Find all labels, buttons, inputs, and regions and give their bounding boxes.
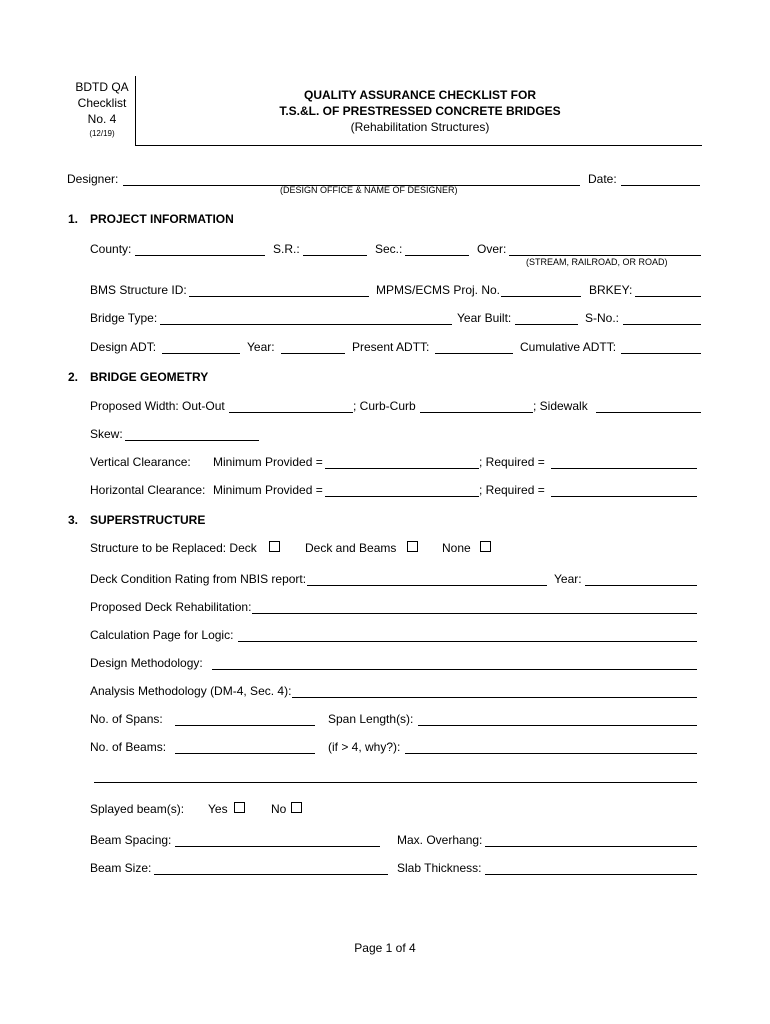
sec-field[interactable] <box>405 255 469 256</box>
deck-and-beams-label: Deck and Beams <box>305 541 397 555</box>
over-label: Over: <box>477 242 507 256</box>
vertical-clearance-label: Vertical Clearance: <box>90 455 191 469</box>
revision-date: (12/19) <box>89 129 115 138</box>
bridge-type-field[interactable] <box>160 324 452 325</box>
design-adt-label: Design ADT: <box>90 340 157 354</box>
cumulative-adtt-field[interactable] <box>621 353 701 354</box>
sr-field[interactable] <box>303 255 367 256</box>
design-methodology-field[interactable] <box>212 669 697 670</box>
calc-page-label: Calculation Page for Logic: <box>90 628 234 642</box>
vertical-min-provided-label: Minimum Provided = <box>213 455 323 469</box>
document-title-line2: T.S.&L. OF PRESTRESSED CONCRETE BRIDGES <box>279 104 561 118</box>
section3-title: SUPERSTRUCTURE <box>90 513 206 527</box>
header-horizontal-rule <box>135 145 702 146</box>
no-beams-field[interactable] <box>175 753 315 754</box>
max-overhang-label: Max. Overhang: <box>397 833 483 847</box>
section3-number: 3. <box>68 513 79 527</box>
horizontal-min-provided-label: Minimum Provided = <box>213 483 323 497</box>
mpms-label: MPMS/ECMS Proj. No. <box>376 283 501 297</box>
beam-spacing-field[interactable] <box>175 846 380 847</box>
splayed-beams-label: Splayed beam(s): <box>90 802 185 816</box>
over-sublabel: (STREAM, RAILROAD, OR ROAD) <box>526 257 668 267</box>
beam-size-field[interactable] <box>154 874 388 875</box>
slab-thickness-field[interactable] <box>485 874 697 875</box>
bridge-type-label: Bridge Type: <box>90 311 158 325</box>
horizontal-required-label: ; Required = <box>479 483 545 497</box>
year-built-label: Year Built: <box>457 311 512 325</box>
no-beams-label: No. of Beams: <box>90 740 167 754</box>
county-field[interactable] <box>135 255 265 256</box>
sr-label: S.R.: <box>273 242 300 256</box>
over-field[interactable] <box>509 255 701 256</box>
sec-label: Sec.: <box>375 242 403 256</box>
section2-number: 2. <box>68 370 79 384</box>
curb-curb-field[interactable] <box>420 412 533 413</box>
proposed-width-label: Proposed Width: Out-Out <box>90 399 225 413</box>
skew-field[interactable] <box>125 440 259 441</box>
proposed-deck-field[interactable] <box>252 613 697 614</box>
design-adt-field[interactable] <box>162 353 240 354</box>
if-gt4-label: (if > 4, why?): <box>328 740 401 754</box>
date-field[interactable] <box>621 185 700 186</box>
brkey-label: BRKEY: <box>589 283 633 297</box>
deck-rating-field[interactable] <box>307 585 547 586</box>
s-no-label: S-No.: <box>585 311 620 325</box>
structure-replaced-label: Structure to be Replaced: Deck <box>90 541 257 555</box>
vertical-required-field[interactable] <box>551 468 697 469</box>
beam-spacing-label: Beam Spacing: <box>90 833 172 847</box>
designer-sublabel: (DESIGN OFFICE & NAME OF DESIGNER) <box>280 185 458 195</box>
document-subtitle: (Rehabilitation Structures) <box>350 120 490 134</box>
horizontal-required-field[interactable] <box>551 496 697 497</box>
max-overhang-field[interactable] <box>485 846 697 847</box>
if-gt4-field[interactable] <box>405 753 697 754</box>
s-no-field[interactable] <box>623 324 701 325</box>
deck-rating-year-field[interactable] <box>585 585 697 586</box>
sidewalk-field[interactable] <box>596 412 701 413</box>
deck-rating-label: Deck Condition Rating from NBIS report: <box>90 572 307 586</box>
why-continuation-field[interactable] <box>94 782 697 783</box>
county-label: County: <box>90 242 132 256</box>
vertical-required-label: ; Required = <box>479 455 545 469</box>
document-title-line1: QUALITY ASSURANCE CHECKLIST FOR <box>303 88 536 102</box>
span-lengths-field[interactable] <box>418 725 697 726</box>
analysis-methodology-label: Analysis Methodology (DM-4, Sec. 4): <box>90 684 292 698</box>
analysis-methodology-field[interactable] <box>292 697 697 698</box>
page-number: Page 1 of 4 <box>354 941 416 955</box>
horizontal-clearance-label: Horizontal Clearance: <box>90 483 206 497</box>
yes-checkbox[interactable] <box>234 802 245 813</box>
present-adtt-field[interactable] <box>435 353 513 354</box>
section1-number: 1. <box>68 212 79 226</box>
design-methodology-label: Design Methodology: <box>90 656 203 670</box>
no-spans-field[interactable] <box>175 725 315 726</box>
deck-checkbox[interactable] <box>269 541 280 552</box>
designer-label: Designer: <box>67 172 119 186</box>
vertical-min-provided-field[interactable] <box>325 468 479 469</box>
out-out-field[interactable] <box>229 412 353 413</box>
yes-label: Yes <box>208 802 228 816</box>
skew-label: Skew: <box>90 427 123 441</box>
cumulative-adtt-label: Cumulative ADTT: <box>520 340 617 354</box>
span-lengths-label: Span Length(s): <box>328 712 414 726</box>
header-vertical-rule <box>135 76 136 146</box>
calc-page-field[interactable] <box>238 641 697 642</box>
design-year-label: Year: <box>247 340 275 354</box>
no-checkbox[interactable] <box>291 802 302 813</box>
checklist-code-line1: BDTD QA <box>75 80 129 94</box>
date-label: Date: <box>588 172 617 186</box>
curb-curb-label: ; Curb-Curb <box>353 399 416 413</box>
deck-rating-year-label: Year: <box>554 572 582 586</box>
bms-field[interactable] <box>189 296 369 297</box>
deck-and-beams-checkbox[interactable] <box>407 541 418 552</box>
checklist-code-line2: Checklist <box>77 96 127 110</box>
design-year-field[interactable] <box>281 353 345 354</box>
section1-title: PROJECT INFORMATION <box>90 212 234 226</box>
mpms-field[interactable] <box>501 296 581 297</box>
horizontal-min-provided-field[interactable] <box>325 496 479 497</box>
no-label: No <box>271 802 287 816</box>
section2-title: BRIDGE GEOMETRY <box>90 370 209 384</box>
slab-thickness-label: Slab Thickness: <box>397 861 482 875</box>
none-label: None <box>442 541 471 555</box>
year-built-field[interactable] <box>515 324 578 325</box>
proposed-deck-label: Proposed Deck Rehabilitation: <box>90 600 252 614</box>
beam-size-label: Beam Size: <box>90 861 152 875</box>
present-adtt-label: Present ADTT: <box>352 340 430 354</box>
checklist-code-line3: No. 4 <box>87 112 117 126</box>
no-spans-label: No. of Spans: <box>90 712 163 726</box>
sidewalk-label: ; Sidewalk <box>533 399 588 413</box>
bms-label: BMS Structure ID: <box>90 283 187 297</box>
none-checkbox[interactable] <box>480 541 491 552</box>
brkey-field[interactable] <box>635 296 701 297</box>
